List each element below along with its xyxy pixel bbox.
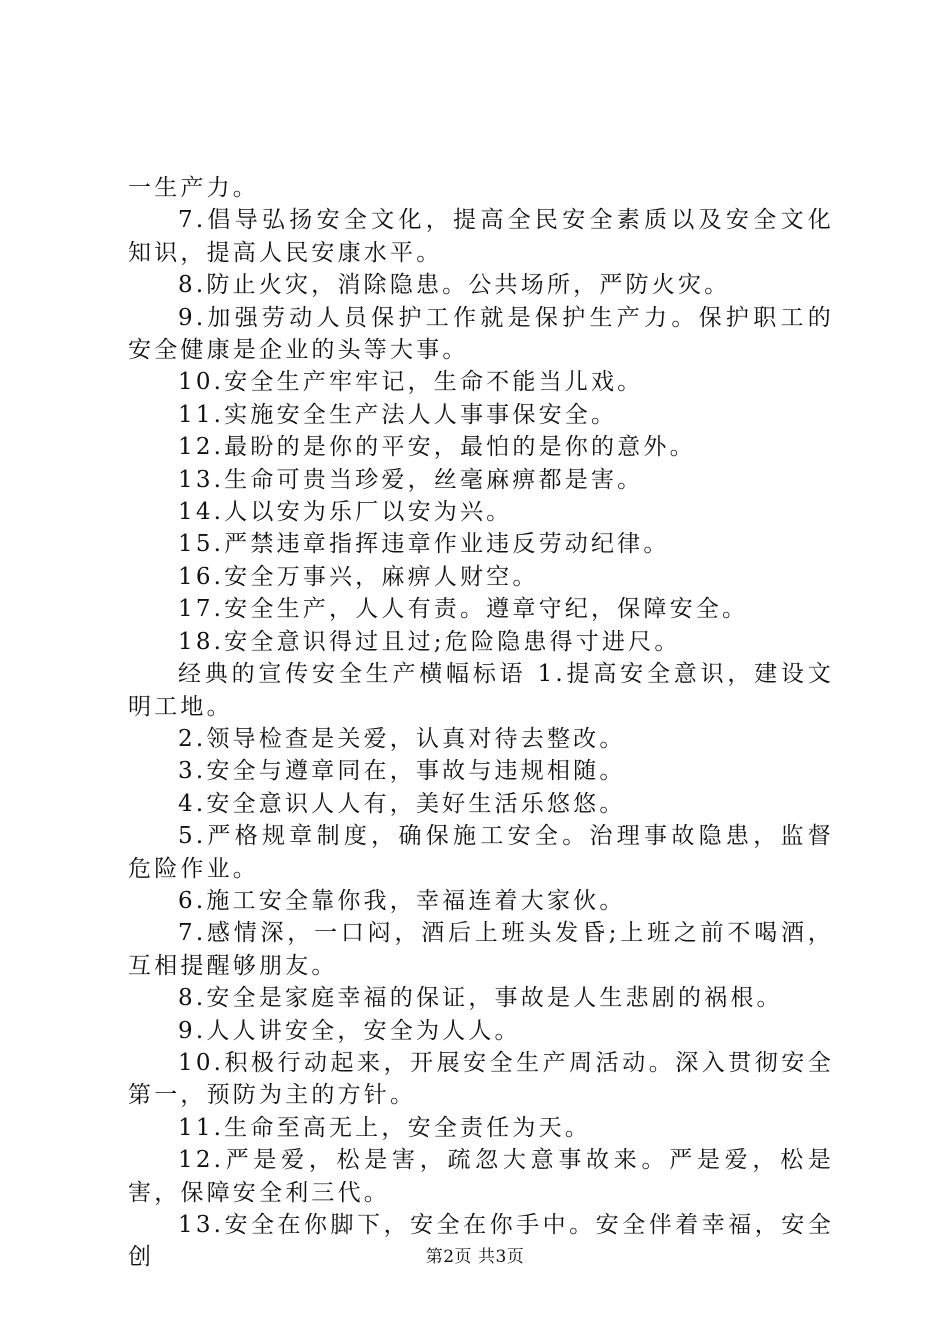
paragraph: 17.安全生产，人人有责。遵章守纪，保障安全。 (178, 596, 749, 623)
paragraph: 3.安全与遵章同在，事故与违规相随。 (178, 758, 626, 785)
paragraph: 9.人人讲安全，安全为人人。 (178, 1017, 521, 1044)
document-body (128, 172, 834, 1274)
paragraph: 13.生命可贵当珍爱，丝毫麻痹都是害。 (178, 466, 644, 493)
paragraph: 6.施工安全靠你我，幸福连着大家伙。 (178, 887, 626, 914)
paragraph: 7.倡导弘扬安全文化，提高全民安全素质以及安全文化知识，提高人民安康水平。 (128, 207, 834, 266)
paragraph: 14.人以安为乐厂以安为兴。 (178, 499, 513, 526)
paragraph: 5.严格规章制度，确保施工安全。治理事故隐患，监督危险作业。 (128, 823, 834, 882)
paragraph: 4.安全意识人人有，美好生活乐悠悠。 (178, 790, 626, 817)
page-footer: 第2页 共3页 (425, 1247, 525, 1267)
paragraph: 16.安全万事兴，麻痹人财空。 (178, 563, 539, 590)
paragraph: 11.实施安全生产法人人事事保安全。 (178, 401, 618, 428)
paragraph: 12.最盼的是你的平安，最怕的是你的意外。 (178, 434, 696, 461)
paragraph: 2.领导检查是关爱，认真对待去整改。 (178, 725, 626, 752)
paragraph: 8.安全是家庭幸福的保证，事故是人生悲剧的祸根。 (178, 985, 783, 1012)
paragraph: 9.加强劳动人员保护工作就是保护生产力。保护职工的安全健康是企业的头等大事。 (128, 304, 834, 364)
paragraph: 11.生命至高无上，安全责任为天。 (178, 1114, 591, 1141)
paragraph: 一生产力。 (128, 175, 259, 201)
paragraph: 7.感情深，一口闷，酒后上班头发昏;上班之前不喝酒，互相提醒够朋友。 (128, 920, 834, 979)
paragraph: 经典的宣传安全生产横幅标语 1.提高安全意识，建设文明工地。 (128, 661, 834, 720)
paragraph: 10.安全生产牢牢记，生命不能当儿戏。 (178, 369, 644, 396)
paragraph: 10.积极行动起来，开展安全生产周活动。深入贯彻安全第一，预防为主的方针。 (128, 1049, 834, 1109)
paragraph: 12.严是爱，松是害，疏忽大意事故来。严是爱，松是害，保障安全利三代。 (128, 1147, 834, 1206)
paragraph: 13.安全在你脚下，安全在你手中。安全伴着幸福，安全创 (128, 1212, 834, 1271)
paragraph: 18.安全意识得过且过;危险隐患得寸进尺。 (178, 628, 681, 655)
paragraph: 15.严禁违章指挥违章作业违反劳动纪律。 (178, 531, 670, 558)
paragraph: 8.防止火灾，消除隐患。公共场所，严防火灾。 (178, 272, 731, 299)
